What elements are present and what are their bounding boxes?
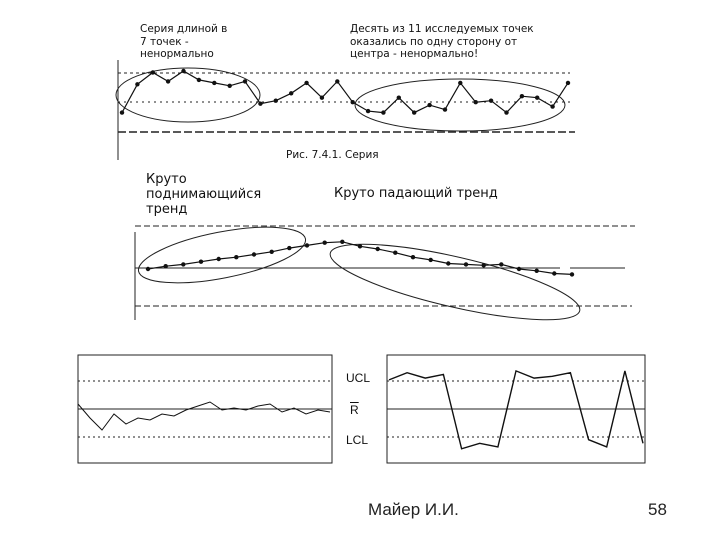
c2-point-0 bbox=[146, 267, 150, 271]
c2-point-5 bbox=[234, 255, 238, 259]
c1-point-21 bbox=[443, 107, 447, 111]
c1-point-24 bbox=[489, 99, 493, 103]
chart1-caption: Рис. 7.4.1. Серия bbox=[286, 149, 379, 161]
c2-point-20 bbox=[499, 262, 503, 266]
c1-point-7 bbox=[228, 84, 232, 88]
c2-point-13 bbox=[376, 247, 380, 251]
chart2-frame bbox=[134, 216, 635, 335]
c1-point-4 bbox=[181, 69, 185, 73]
c1-point-11 bbox=[289, 91, 293, 95]
c1-point-27 bbox=[535, 96, 539, 100]
chart1-frame bbox=[116, 60, 575, 160]
chart1-annotation-left: Серия длиной в 7 точек - ненормально bbox=[140, 23, 228, 60]
c1-point-20 bbox=[427, 103, 431, 107]
c2-point-9 bbox=[305, 243, 309, 247]
c1-point-0 bbox=[120, 110, 124, 114]
c1-point-16 bbox=[366, 109, 370, 113]
c1-point-14 bbox=[335, 79, 339, 83]
c2-point-10 bbox=[323, 241, 327, 245]
c1-point-15 bbox=[351, 100, 355, 104]
c1-point-13 bbox=[320, 96, 324, 100]
c1-point-19 bbox=[412, 110, 416, 114]
chart2-annotation-right: Круто падающий тренд bbox=[334, 186, 498, 201]
c1-point-29 bbox=[566, 81, 570, 85]
chart1-series bbox=[120, 69, 570, 115]
c1-point-10 bbox=[274, 99, 278, 103]
c1-point-17 bbox=[381, 110, 385, 114]
c2-point-11 bbox=[340, 240, 344, 244]
c1-point-3 bbox=[166, 79, 170, 83]
c1-point-28 bbox=[550, 104, 554, 108]
c2-point-18 bbox=[464, 262, 468, 266]
c1-point-26 bbox=[520, 94, 524, 98]
c2-point-22 bbox=[535, 269, 539, 273]
footer-page-number: 58 bbox=[648, 500, 667, 519]
c1-point-5 bbox=[197, 78, 201, 82]
chart3-frame bbox=[78, 355, 332, 463]
c1-point-18 bbox=[397, 96, 401, 100]
c2-point-23 bbox=[552, 271, 556, 275]
chart4-center-label: $\overline{R}$ bbox=[350, 403, 359, 417]
chart2-annotation-left: Круто поднимающийся тренд bbox=[146, 172, 262, 217]
c2-point-15 bbox=[411, 255, 415, 259]
c2-point-7 bbox=[270, 250, 274, 254]
c1-point-25 bbox=[504, 110, 508, 114]
c2-point-24 bbox=[570, 272, 574, 276]
c3-series-line bbox=[78, 402, 330, 430]
c2-point-16 bbox=[429, 258, 433, 262]
c1-point-8 bbox=[243, 79, 247, 83]
chart3-series bbox=[78, 402, 330, 430]
chart4-ucl-label: UCL bbox=[346, 371, 371, 385]
c1-point-6 bbox=[212, 81, 216, 85]
c1-series-line bbox=[122, 71, 568, 113]
c1-point-1 bbox=[135, 82, 139, 86]
footer-author: Майер И.И. bbox=[368, 500, 459, 519]
c2-point-21 bbox=[517, 267, 521, 271]
c2-point-17 bbox=[446, 261, 450, 265]
c1-point-23 bbox=[474, 100, 478, 104]
c2-point-2 bbox=[181, 262, 185, 266]
chart1-annotation-right: Десять из 11 исследуемых точек оказались по одну сторону от центра - ненормально! bbox=[350, 23, 534, 60]
c2-point-14 bbox=[393, 251, 397, 255]
c2-point-4 bbox=[217, 257, 221, 261]
c2-point-12 bbox=[358, 244, 362, 248]
c1-point-12 bbox=[304, 81, 308, 85]
c2-point-6 bbox=[252, 252, 256, 256]
c2-point-1 bbox=[164, 264, 168, 268]
c2-point-3 bbox=[199, 260, 203, 264]
chart4-lcl-label: LCL bbox=[346, 433, 369, 447]
c2-point-8 bbox=[287, 246, 291, 250]
c1-point-2 bbox=[151, 70, 155, 74]
c1-point-9 bbox=[258, 102, 262, 106]
c1-point-22 bbox=[458, 81, 462, 85]
c2-point-19 bbox=[482, 263, 486, 267]
